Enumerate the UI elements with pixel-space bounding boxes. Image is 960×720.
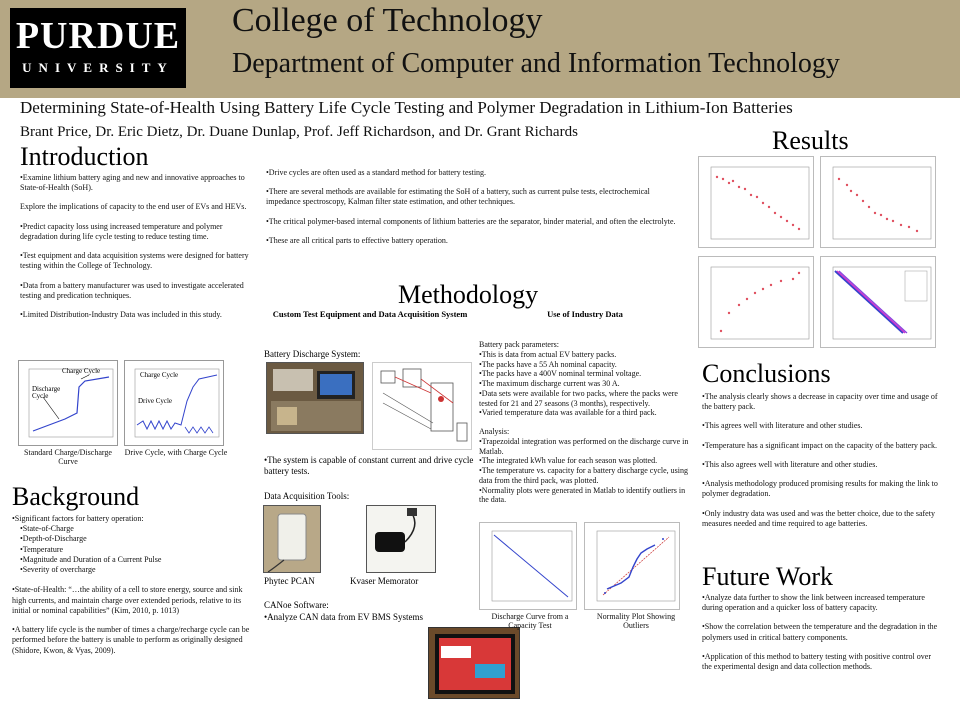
- logo-subtitle: UNIVERSITY: [22, 60, 174, 75]
- canoe-label: CANoe Software:: [264, 600, 329, 610]
- intro-bullet: Explore the implications of capacity to the end user of EVs and HEVs.: [20, 202, 247, 212]
- logo-word: PURDUE: [15, 15, 181, 57]
- middle-bullet: •The critical polymer-based internal components of lithium batteries are the separator, binder material, and often the electrolyte.: [266, 216, 676, 226]
- future-heading: Future Work: [702, 562, 834, 591]
- conclusions-heading: Conclusions: [702, 359, 831, 388]
- fig-caption: Standard Charge/Discharge Curve: [24, 448, 112, 466]
- list-item: •The packs have a 400V nominal terminal voltage.: [479, 369, 642, 379]
- charge-label: Charge Cycle: [62, 367, 101, 375]
- results-plot-capacity-1: [698, 156, 814, 248]
- background-lead: •Significant factors for battery operation:: [12, 514, 144, 523]
- fig-caption: Discharge Curve from a Capacity Test: [491, 612, 569, 630]
- list-item: •Data sets were available for two packs, where the packs were tested for 21 and 27 seasons (3 months), respectively.: [479, 388, 678, 408]
- intro-bullet: •Data from a battery manufacturer was used to investigate accelerated testing and predication techniques.: [20, 280, 244, 300]
- list-item: •The temperature vs. capacity for a battery discharge cycle, using data from the third pack, was plotted.: [479, 466, 689, 485]
- soh-definition: •State-of-Health: “…the ability of a cell to store energy, source and sink high currents, and maintain charge over extended periods, relative to its initial or nominal capabilities” (Kim, 2010, p. 1013): [12, 585, 243, 615]
- method-left-head: Custom Test Equipment and Data Acquisition System: [272, 309, 468, 319]
- list-item: •The maximum discharge current was 30 A.: [479, 379, 620, 388]
- discharge-curve-plot: [479, 522, 577, 610]
- cycle-definition: •A battery life cycle is the number of times a charge/recharge cycle can be performed before the battery is unable to perform as originally designed (Shidore, Kwon, & Vyas, 2009).: [12, 625, 250, 655]
- list-item: •The integrated kWh value for each season was plotted.: [479, 456, 658, 466]
- poster-title: Determining State-of-Health Using Battery Life Cycle Testing and Polymer Degradation in Lithium-Ion Batteries: [20, 98, 793, 117]
- discharge-system-label: Battery Discharge System:: [264, 349, 361, 359]
- conclusion-bullet: •This also agrees well with literature and other studies.: [702, 459, 878, 469]
- methodology-heading: Methodology: [398, 280, 539, 309]
- intro-bullet: •Test equipment and data acquisition systems were designed for battery testing within the College of Technology.: [20, 251, 249, 271]
- industry-body: [479, 340, 689, 505]
- conclusion-bullet: •Analysis methodology produced promising results for making the link to polymer degradation.: [702, 479, 938, 499]
- circuit-schematic: [372, 362, 472, 450]
- list-item: •Normality plots were generated in Matlab to identify outliers in the data.: [479, 485, 686, 505]
- future-bullet: •Application of this method to battery testing with positive control over the experimental design and data collection methods.: [702, 651, 931, 672]
- middle-bullet: •There are several methods are available for estimating the SoH of a battery, such as current pulse tests, electrochemical impedance spectroscopy, Kalman filter state estimation, and other techniques.: [266, 187, 650, 207]
- results-plot-discharge-curves: [820, 256, 936, 348]
- canoe-screen-photo: [428, 627, 520, 699]
- pcan-label: Phytec PCAN: [264, 576, 315, 586]
- middle-body: [266, 168, 686, 255]
- normality-plot: [584, 522, 680, 610]
- canoe-bullet: •Analyze CAN data from EV BMS Systems: [264, 612, 423, 622]
- list-item: •Varied temperature data was available for a third pack.: [479, 408, 657, 418]
- list-item: •Magnitude and Duration of a Current Pulse: [20, 554, 162, 564]
- kvaser-photo: [366, 505, 436, 573]
- purdue-logo: [10, 8, 186, 88]
- list-item: •Severity of overcharge: [20, 565, 96, 575]
- list-item: •Depth-of-Discharge: [20, 534, 87, 544]
- list-item: •Trapezoidal integration was performed on the discharge curve in Matlab.: [479, 436, 689, 456]
- analysis-head: Analysis:: [479, 427, 510, 436]
- conclusion-bullet: •Temperature has a significant impact on the capacity of the battery pack.: [702, 440, 938, 450]
- college-title: College of Technology: [232, 2, 543, 39]
- authors: Brant Price, Dr. Eric Dietz, Dr. Duane Dunlap, Prof. Jeff Richardson, and Dr. Grant Richards: [20, 124, 578, 140]
- results-plot-capacity-2: [820, 156, 936, 248]
- pcan-photo: [263, 505, 321, 573]
- department-title: Department of Computer and Information Technology: [232, 48, 840, 79]
- intro-bullet: •Examine lithium battery aging and new and innovative approaches to State-of-Health (SoH).: [20, 173, 245, 193]
- conclusion-bullet: •This agrees well with literature and other studies.: [702, 421, 863, 431]
- intro-bullet: •Predict capacity loss using increased temperature and polymer degradation during life cycle testing to reduce testing time.: [20, 221, 223, 241]
- future-body: [702, 593, 942, 681]
- intro-body: [20, 173, 252, 329]
- background-heading: Background: [12, 482, 140, 511]
- intro-heading: Introduction: [20, 142, 149, 171]
- discharge-system-photo: [266, 362, 364, 434]
- params-head: Battery pack parameters:: [479, 340, 559, 349]
- list-item: •This is data from actual EV battery packs.: [479, 349, 617, 359]
- conclusion-bullet: •The analysis clearly shows a decrease in capacity over time and usage of the battery pack.: [702, 392, 938, 412]
- list-item: •State-of-Charge: [20, 524, 74, 534]
- fig-caption: Drive Cycle, with Charge Cycle: [124, 448, 228, 457]
- conclusions-body: [702, 392, 942, 538]
- background-body: [12, 514, 258, 665]
- charge-label-2: Charge Cycle: [140, 371, 179, 379]
- fig-caption: Normality Plot Showing Outliers: [596, 612, 676, 630]
- middle-bullet: •Drive cycles are often used as a standard method for battery testing.: [266, 168, 487, 177]
- method-right-head: Use of Industry Data: [547, 309, 623, 319]
- list-item: •The packs have a 55 Ah nominal capacity.: [479, 359, 617, 369]
- future-bullet: •Show the correlation between the temperature and the degradation in the polymers used in critical battery components.: [702, 622, 938, 642]
- results-heading: Results: [772, 126, 849, 155]
- kvaser-label: Kvaser Memorator: [350, 576, 419, 586]
- middle-bullet: •These are all critical parts to effective battery operation.: [266, 235, 448, 245]
- discharge-label: Discharge Cycle: [32, 385, 61, 401]
- list-item: •Temperature: [20, 544, 64, 554]
- results-plot-temperature: [698, 256, 814, 348]
- drive-label: Drive Cycle: [138, 397, 173, 405]
- daq-label: Data Acquisition Tools:: [264, 491, 350, 501]
- capable-text: •The system is capable of constant current and drive cycle battery tests.: [264, 455, 474, 477]
- factor-list: [12, 524, 258, 575]
- conclusion-bullet: •Only industry data was used and was the better choice, due to the safety measures needed and time required to age batteries.: [702, 508, 935, 528]
- future-bullet: •Analyze data further to show the link between increased temperature during operation and a quicker loss of battery capacity.: [702, 593, 925, 613]
- intro-bullet: •Limited Distribution-Industry Data was included in this study.: [20, 310, 222, 320]
